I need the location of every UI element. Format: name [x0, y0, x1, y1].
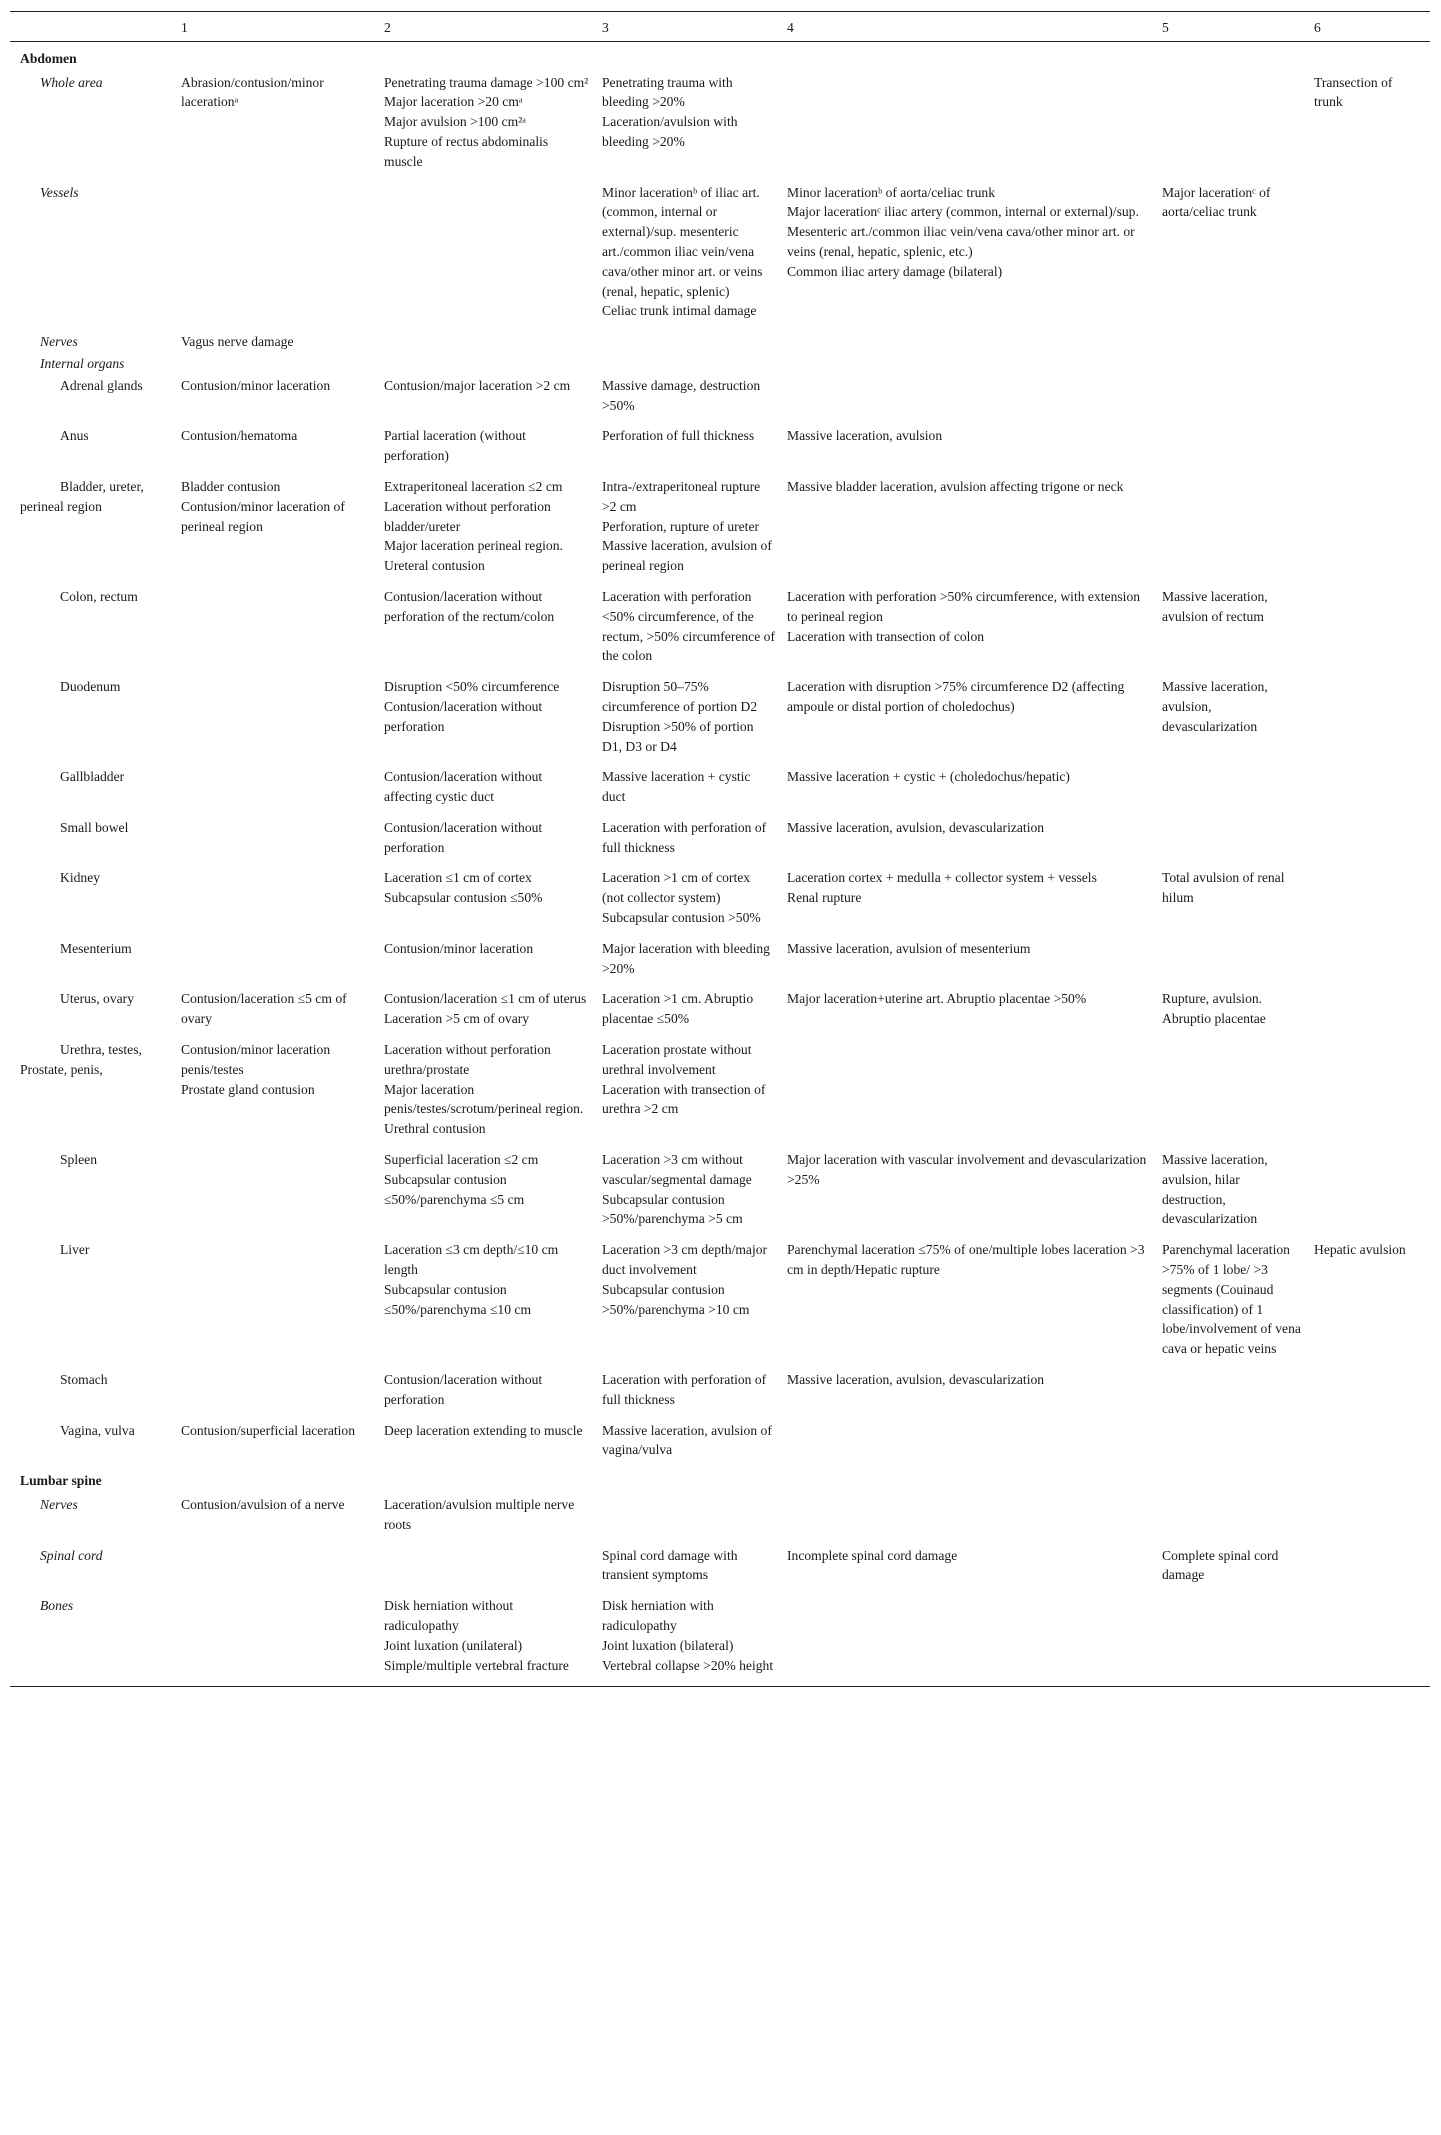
organ-row	[10, 767, 1430, 818]
table-cell: Massive laceration, avulsion, hilar destruction, devascularization	[1162, 1152, 1268, 1227]
table-cell: Contusion/avulsion of a nerve	[181, 1497, 345, 1512]
organ-row	[10, 1370, 1430, 1421]
table-cell: Incomplete spinal cord damage	[787, 1547, 958, 1563]
table-cell	[1308, 376, 1430, 427]
organ-row	[10, 426, 1430, 477]
column-header: 2	[378, 12, 596, 42]
table-cell: Contusion/laceration ≤1 cm of uterus Laceration >5 cm of ovary	[384, 991, 587, 1027]
table-cell: Partial laceration (without perforation)	[384, 428, 526, 464]
table-cell: Massive laceration, avulsion of rectum	[1162, 588, 1268, 624]
row-label: Urethra, testes, Prostate, penis,	[20, 1042, 142, 1077]
table-cell	[1156, 41, 1308, 72]
table-cell: Massive laceration, avulsion of mesenterium	[787, 940, 1031, 956]
table-cell	[1308, 677, 1430, 767]
row-label: Lumbar spine	[20, 1473, 102, 1489]
table-cell: Massive laceration, avulsion, devascularization	[787, 1372, 1045, 1388]
organ-row	[10, 989, 1430, 1040]
table-cell: Laceration/avulsion multiple nerve roots	[384, 1497, 575, 1532]
row-label: Whole area	[40, 74, 103, 90]
table-cell	[596, 1495, 781, 1546]
table-cell	[781, 1040, 1156, 1150]
table-cell: Major lacerationᶜ of aorta/celiac trunk	[1162, 184, 1271, 220]
row-label: Bladder, ureter, perineal region	[20, 478, 144, 514]
table-cell	[1156, 73, 1308, 183]
column-header: 6	[1308, 12, 1430, 42]
organ-row	[10, 1150, 1430, 1240]
table-cell	[1156, 939, 1308, 990]
organ-row	[10, 1040, 1430, 1150]
table-cell	[1308, 939, 1430, 990]
row-label: Duodenum	[60, 679, 121, 695]
column-header: 5	[1156, 12, 1308, 42]
organ-row	[10, 477, 1430, 587]
row-label: Liver	[60, 1242, 90, 1258]
table-cell	[175, 677, 378, 767]
row-label: Spleen	[60, 1152, 97, 1168]
row-label: Small bowel	[60, 819, 129, 835]
row-label: Anus	[60, 428, 89, 444]
table-cell	[378, 1546, 596, 1597]
table-cell: Perforation of full thickness	[602, 428, 755, 444]
table-cell	[1308, 41, 1430, 72]
table-cell	[781, 73, 1156, 183]
table-cell: Contusion/minor laceration	[181, 377, 331, 393]
section-row	[10, 41, 1430, 72]
table-cell: Superficial laceration ≤2 cm Subcapsular contusion ≤50%/parenchyma ≤5 cm	[384, 1152, 539, 1207]
column-header: 4	[781, 12, 1156, 42]
table-cell	[378, 1471, 596, 1495]
subsection-row	[10, 1596, 1430, 1687]
table-cell	[175, 1240, 378, 1370]
row-label: Kidney	[60, 870, 101, 886]
table-cell	[175, 41, 378, 72]
table-cell	[1308, 1040, 1430, 1150]
table-cell: Laceration with perforation of full thickness	[602, 1372, 767, 1407]
table-cell: Abrasion/contusion/minor lacerationᵃ	[181, 74, 324, 110]
subsection-row	[10, 332, 1430, 354]
table-cell	[175, 587, 378, 677]
table-body	[10, 41, 1430, 1687]
column-header: 3	[596, 12, 781, 42]
table-cell: Massive damage, destruction >50%	[602, 377, 761, 413]
organ-row	[10, 677, 1430, 767]
table-cell	[781, 1596, 1156, 1687]
subsection-row	[10, 1546, 1430, 1597]
table-cell	[1156, 767, 1308, 818]
table-cell	[1308, 1596, 1430, 1687]
table-cell	[1308, 332, 1430, 354]
table-cell: Massive laceration + cystic + (choledochus/hepatic)	[787, 769, 1070, 785]
table-cell: Major laceration with vascular involvement and devascularization >25%	[787, 1152, 1147, 1187]
table-cell	[1308, 354, 1430, 376]
table-cell	[1156, 354, 1308, 376]
table-cell	[1308, 477, 1430, 587]
organ-row	[10, 868, 1430, 938]
table-cell: Contusion/laceration without perforation of the rectum/colon	[384, 588, 555, 624]
table-cell: Contusion/minor laceration penis/testes Prostate gland contusion	[181, 1042, 331, 1097]
table-cell: Penetrating trauma damage >100 cm² Major laceration >20 cmᵃ Major avulsion >100 cm²ᵃ Rupture of rectus abdominalis muscle	[384, 74, 589, 169]
table-cell	[378, 354, 596, 376]
table-cell: Transection of trunk	[1314, 74, 1393, 110]
table-cell: Laceration without perforation urethra/prostate Major laceration penis/testes/scrotum/perineal region. Urethral contusion	[384, 1042, 584, 1137]
table-cell: Minor lacerationᵇ of aorta/celiac trunk Major lacerationᶜ iliac artery (common, internal or external)/sup. Mesenteric art./common iliac vein/vena cava/other minor art. or veins (renal, hepatic, splenic, etc.) Common iliac artery damage (bilateral)	[787, 184, 1139, 279]
section-row	[10, 1471, 1430, 1495]
row-label: Vagina, vulva	[60, 1422, 135, 1438]
table-cell	[1308, 767, 1430, 818]
subsection-row	[10, 354, 1430, 376]
table-cell	[781, 376, 1156, 427]
row-label: Spinal cord	[40, 1547, 103, 1563]
table-cell: Contusion/laceration without perforation	[384, 819, 543, 855]
row-label: Mesenterium	[60, 940, 132, 956]
table-cell: Contusion/hematoma	[181, 428, 298, 444]
table-cell	[175, 818, 378, 869]
table-cell	[378, 183, 596, 333]
table-cell	[175, 1596, 378, 1687]
row-label: Nerves	[40, 334, 78, 350]
table-cell	[175, 1546, 378, 1597]
table-cell: Total avulsion of renal hilum	[1162, 870, 1285, 906]
row-label: Uterus, ovary	[60, 991, 134, 1007]
column-header	[10, 12, 175, 42]
table-cell	[378, 41, 596, 72]
table-cell: Laceration with perforation <50% circumference, of the rectum, >50% circumference of the colon	[602, 588, 775, 664]
row-label: Abdomen	[20, 50, 77, 66]
table-cell: Laceration >3 cm without vascular/segmental damage Subcapsular contusion >50%/parenchyma >5 cm	[602, 1152, 752, 1227]
table-cell	[1156, 376, 1308, 427]
table-cell	[1308, 1421, 1430, 1472]
organ-row	[10, 1421, 1430, 1472]
table-cell: Laceration >1 cm of cortex (not collector system) Subcapsular contusion >50%	[602, 870, 761, 926]
table-cell: Laceration with disruption >75% circumference D2 (affecting ampoule or distal portion of choledochus)	[787, 679, 1125, 714]
table-cell: Massive bladder laceration, avulsion affecting trigone or neck	[787, 478, 1124, 494]
table-cell: Disk herniation without radiculopathy Joint luxation (unilateral) Simple/multiple vertebral fracture	[378, 1596, 596, 1687]
table-cell: Laceration ≤1 cm of cortex Subcapsular contusion ≤50%	[384, 870, 543, 906]
table-cell: Penetrating trauma with bleeding >20% Laceration/avulsion with bleeding >20%	[602, 74, 738, 149]
table-cell	[1308, 1471, 1430, 1495]
table-cell	[1156, 1471, 1308, 1495]
table-cell	[175, 939, 378, 990]
subsection-row	[10, 183, 1430, 333]
header-row	[10, 12, 1430, 42]
table-cell: Massive laceration + cystic duct	[602, 769, 751, 805]
row-label: Stomach	[60, 1372, 108, 1388]
table-cell: Massive laceration, avulsion of vagina/vulva	[602, 1422, 772, 1458]
table-cell	[1156, 1596, 1308, 1687]
row-label: Nerves	[40, 1497, 78, 1512]
table-cell	[175, 354, 378, 376]
table-cell	[175, 1150, 378, 1240]
table-cell	[1156, 1040, 1308, 1150]
table-cell: Deep laceration extending to muscle	[384, 1422, 583, 1438]
table-cell: Laceration with perforation of full thickness	[602, 819, 767, 855]
row-label: Bones	[10, 1596, 175, 1687]
table-cell	[1308, 1150, 1430, 1240]
table-cell: Hepatic avulsion	[1314, 1242, 1406, 1258]
table-cell: Major laceration with bleeding >20%	[602, 940, 770, 976]
table-cell: Disk herniation with radiculopathy Joint luxation (bilateral) Vertebral collapse >20% height	[596, 1596, 781, 1687]
table-cell	[175, 767, 378, 818]
table-cell: Laceration with perforation >50% circumference, with extension to perineal region Laceration with transection of colon	[787, 588, 1141, 644]
table-cell: Major laceration+uterine art. Abruptio placentae >50%	[787, 991, 1087, 1007]
table-cell	[1308, 1546, 1430, 1597]
table-cell: Vagus nerve damage	[181, 334, 294, 350]
table-cell: Massive laceration, avulsion, devascularization	[787, 819, 1045, 835]
row-label: Vessels	[40, 184, 79, 200]
table-cell: Laceration prostate without urethral involvement Laceration with transection of urethra >2 cm	[602, 1042, 766, 1117]
table-cell	[781, 1471, 1156, 1495]
table-cell: Contusion/laceration ≤5 cm of ovary	[181, 991, 347, 1027]
table-cell: Contusion/major laceration >2 cm	[384, 377, 571, 393]
table-cell	[175, 1471, 378, 1495]
table-cell	[1308, 868, 1430, 938]
table-cell	[781, 1495, 1156, 1546]
table-cell	[596, 41, 781, 72]
table-cell: Contusion/superficial laceration	[181, 1422, 356, 1438]
table-cell: Disruption 50–75% circumference of portion D2 Disruption >50% of portion D1, D3 or D4	[602, 679, 758, 754]
table-cell	[1308, 1495, 1430, 1546]
table-cell: Rupture, avulsion. Abruptio placentae	[1162, 991, 1266, 1027]
table-cell	[1308, 183, 1430, 333]
organ-row	[10, 1240, 1430, 1370]
table-cell	[1156, 1495, 1308, 1546]
table-cell	[596, 332, 781, 354]
table-cell	[781, 332, 1156, 354]
table-cell: Minor lacerationᵇ of iliac art. (common, internal or external)/sup. mesenteric art./common iliac vein/vena cava/other minor art. or veins (renal, hepatic, splenic) Celiac trunk intimal damage	[602, 184, 763, 319]
table-cell	[1156, 1370, 1308, 1421]
table-cell	[175, 868, 378, 938]
table-cell	[1308, 818, 1430, 869]
table-cell: Disruption <50% circumference Contusion/laceration without perforation	[384, 679, 560, 734]
table-cell: Spinal cord damage with transient symptoms	[602, 1547, 738, 1583]
table-cell	[175, 1370, 378, 1421]
table-cell: Contusion/laceration without affecting cystic duct	[384, 769, 543, 805]
table-cell	[1308, 1370, 1430, 1421]
table-cell: Complete spinal cord damage	[1162, 1547, 1279, 1583]
row-label: Internal organs	[40, 355, 125, 371]
table-cell	[175, 183, 378, 333]
table-cell: Contusion/laceration without perforation	[384, 1372, 543, 1407]
table-cell	[781, 354, 1156, 376]
table-cell: Massive laceration, avulsion	[787, 428, 943, 444]
organ-row	[10, 376, 1430, 427]
table-cell: Intra-/extraperitoneal rupture >2 cm Perforation, rupture of ureter Massive laceration, avulsion of perineal region	[602, 478, 772, 574]
subsection-row	[10, 73, 1430, 183]
table-cell: Laceration >1 cm. Abruptio placentae ≤50%	[602, 991, 754, 1027]
table-cell	[1156, 818, 1308, 869]
organ-row	[10, 939, 1430, 990]
table-cell	[378, 332, 596, 354]
table-cell	[781, 41, 1156, 72]
organ-row	[10, 587, 1430, 677]
table-cell	[1156, 332, 1308, 354]
table-cell	[1156, 477, 1308, 587]
table-cell: Contusion/minor laceration	[384, 940, 534, 956]
subsection-row	[10, 1495, 1430, 1546]
row-label: Colon, rectum	[60, 588, 138, 604]
table-cell: Massive laceration, avulsion, devascularization	[1162, 679, 1268, 734]
injury-severity-table	[10, 11, 1430, 1687]
table-cell: Laceration >3 cm depth/major duct involvement Subcapsular contusion >50%/parenchyma >10 cm	[602, 1242, 768, 1317]
table-cell: Parenchymal laceration >75% of 1 lobe/ >3 segments (Couinaud classification) of 1 lobe/involvement of vena cava or hepatic veins	[1162, 1242, 1301, 1357]
table-cell	[596, 1471, 781, 1495]
table-cell	[1308, 587, 1430, 677]
table-cell: Bladder contusion Contusion/minor laceration of perineal region	[181, 478, 345, 534]
table-cell: Laceration ≤3 cm depth/≤10 cm length Subcapsular contusion ≤50%/parenchyma ≤10 cm	[384, 1242, 559, 1317]
table-cell	[596, 354, 781, 376]
table-cell	[1156, 426, 1308, 477]
table-cell: Parenchymal laceration ≤75% of one/multiple lobes laceration >3 cm in depth/Hepatic rupture	[787, 1242, 1145, 1278]
table-cell: Extraperitoneal laceration ≤2 cm Laceration without perforation bladder/ureter Major laceration perineal region. Ureteral contusion	[384, 478, 563, 574]
table-cell	[1308, 989, 1430, 1040]
organ-row	[10, 818, 1430, 869]
table-cell	[1308, 426, 1430, 477]
table-cell	[781, 1421, 1156, 1472]
column-header: 1	[175, 12, 378, 42]
row-label: Adrenal glands	[60, 377, 143, 393]
table-cell	[1156, 1421, 1308, 1472]
row-label: Gallbladder	[60, 769, 125, 785]
table-cell: Laceration cortex + medulla + collector system + vessels Renal rupture	[787, 870, 1097, 906]
